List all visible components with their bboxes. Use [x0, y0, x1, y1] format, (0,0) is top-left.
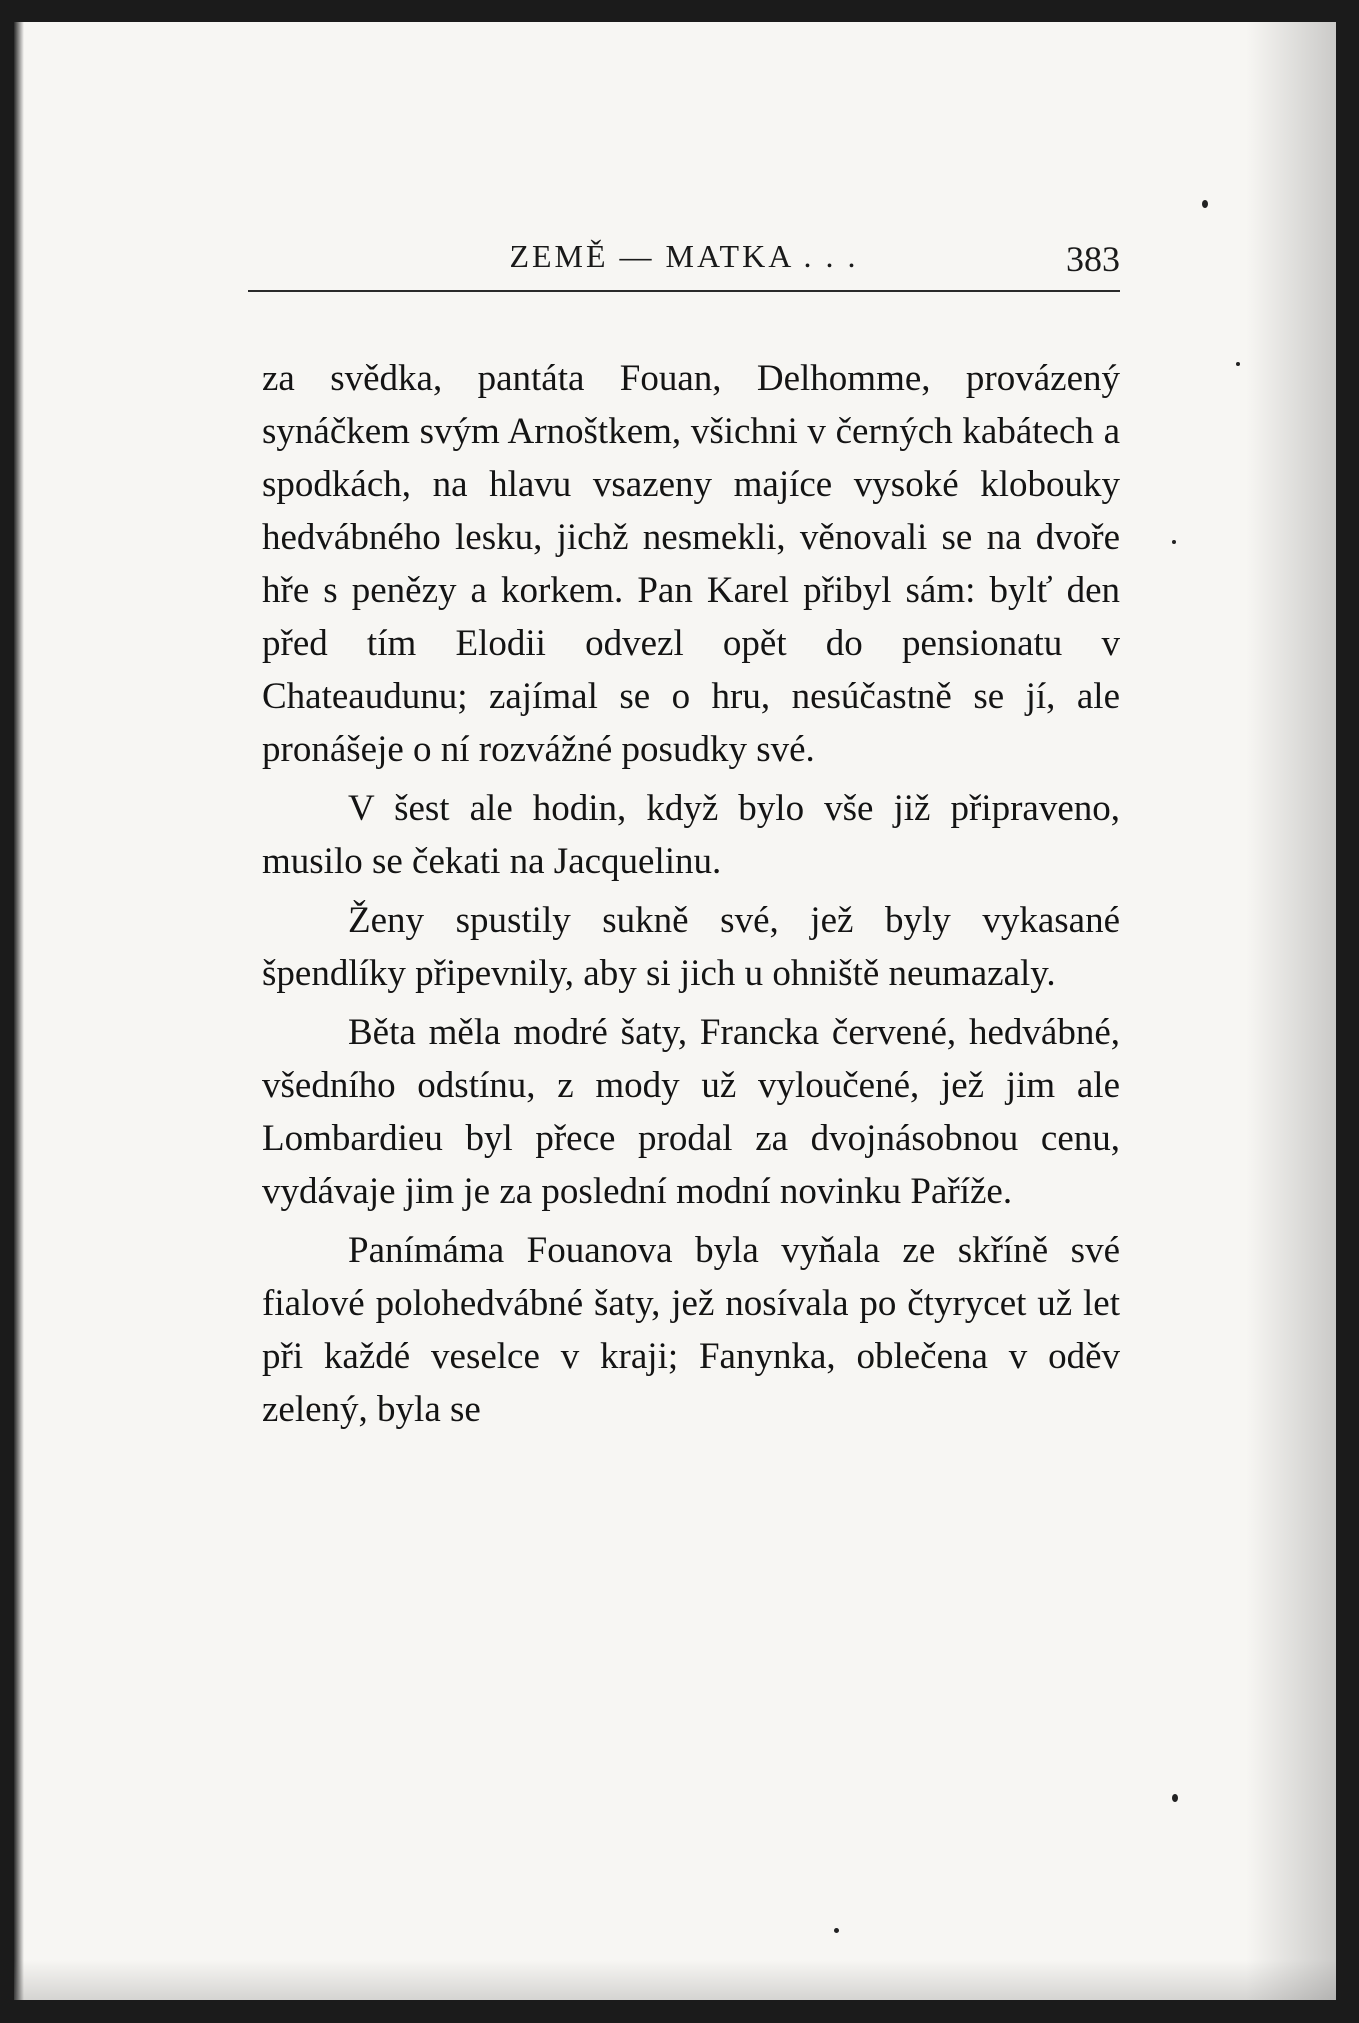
header-rule: [248, 290, 1120, 292]
page-bottom-shadow: [14, 1960, 1336, 2000]
page-edge-shadow: [1246, 22, 1336, 2000]
paragraph: Ženy spustily sukně své, jež byly vykasané špendlíky připevnily, aby si jich u ohniště neumazaly.: [262, 900, 1120, 994]
paper-speck: [1202, 200, 1208, 208]
paragraph: Panímáma Fouanova byla vyňala ze skříně své fialové polohedvábné šaty, jež nosívala po čtyrycet už let při každé veselce v kraji; Fanynka, oblečena v oděv zelený, byla se: [262, 1230, 1120, 1430]
paragraph: za svědka, pantáta Fouan, Delhomme, provázený synáčkem svým Arnoštkem, všichni v černých kabátech a spodkách, na hlavu vsazeny majíce vysoké klobouky hedvábného lesku, jichž nesmekli, věnovali se na dvoře hře s penězy a korkem. Pan Karel přibyl sám: bylť den před tím Elodii odvezl opět do pensionatu v Chateaudunu; zajímal se o hru, nesúčastně se jí, ale pronášeje o ní rozvážné posudky své.: [262, 358, 1120, 770]
page-number: 383: [1066, 239, 1120, 279]
paper-speck: [1172, 540, 1176, 544]
paper-speck: [834, 1928, 839, 1933]
paragraph: Běta měla modré šaty, Francka červené, hedvábné, všedního odstínu, z mody už vyloučené, jež jim ale Lombardieu byl přece prodal za dvojnásobnou cenu, vydávaje jim je za poslední modní novinku Paříže.: [262, 1012, 1120, 1212]
book-page: [14, 22, 1336, 2000]
spine-shadow: [14, 22, 24, 2000]
page-header: [248, 228, 1120, 298]
paper-speck: [1172, 1794, 1178, 1802]
paper-speck: [1236, 362, 1240, 366]
running-title: ZEMĚ — MATKA . . .: [509, 238, 859, 274]
body-text: [262, 352, 1120, 1442]
paragraph: V šest ale hodin, když bylo vše již připraveno, musilo se čekati na Jacquelinu.: [262, 788, 1120, 882]
